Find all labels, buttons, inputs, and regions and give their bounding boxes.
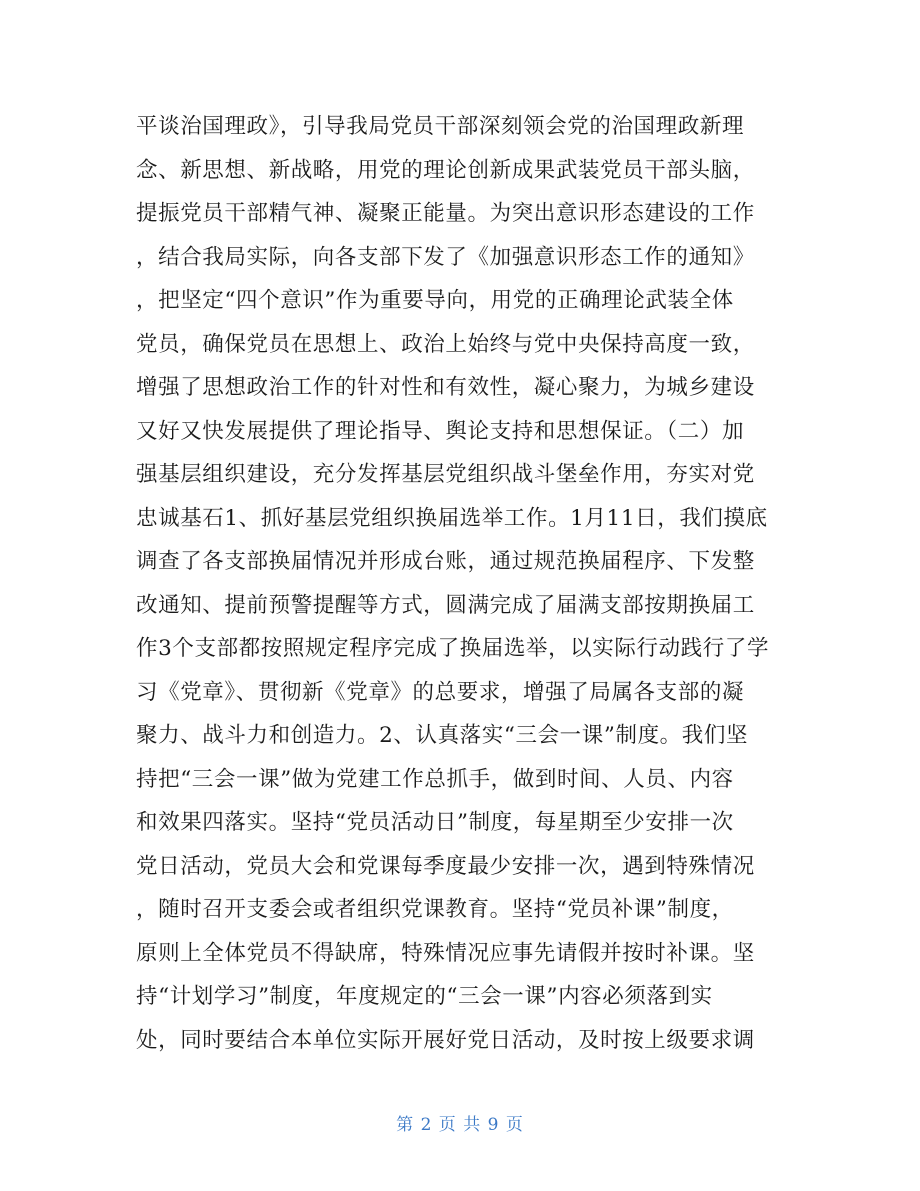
text-line: 念、新思想、新战略，用党的理论创新成果武装党员干部头脑， [136, 158, 755, 183]
text-line: 持把“三会一课”做为党建工作总抓手，做到时间、人员、内容 [136, 767, 734, 792]
text-line: 提振党员干部精气神、凝聚正能量。为突出意识形态建设的工作 [136, 201, 755, 226]
text-line: 作3个支部都按照规定程序完成了换届选举，以实际行动践行了学 [136, 636, 770, 661]
text-line: ，把坚定“四个意识”作为重要导向，用党的正确理论武装全体 [136, 288, 734, 313]
text-line: 增强了思想政治工作的针对性和有效性，凝心聚力，为城乡建设 [136, 375, 755, 400]
text-line: 忠诚基石1、抓好基层党组织换届选举工作。1月11日，我们摸底 [136, 506, 768, 531]
text-line: 习《党章》、贯彻新《党章》的总要求，增强了局属各支部的凝 [136, 680, 745, 705]
text-line: 持“计划学习”制度，年度规定的“三会一课”内容必须落到实 [136, 984, 713, 1009]
text-line: 聚力、战斗力和创造力。2、认真落实“三会一课”制度。我们坚 [136, 723, 749, 748]
text-line: 原则上全体党员不得缺席，特殊情况应事先请假并按时补课。坚 [136, 941, 755, 966]
text-line: 又好又快发展提供了理论指导、舆论支持和思想保证。（二）加 [136, 419, 745, 444]
text-line: 平谈治国理政》，引导我局党员干部深刻领会党的治国理政新理 [136, 114, 745, 139]
text-line: ，结合我局实际，向各支部下发了《加强意识形态工作的通知》 [136, 245, 755, 270]
text-line: 强基层组织建设，充分发挥基层党组织战斗堡垒作用，夯实对党 [136, 462, 755, 487]
text-line: 调查了各支部换届情况并形成台账，通过规范换届程序、下发整 [136, 549, 755, 574]
text-line: 党员，确保党员在思想上、政治上始终与党中央保持高度一致， [136, 332, 755, 357]
text-line: 处，同时要结合本单位实际开展好党日活动，及时按上级要求调 [136, 1028, 755, 1053]
page-number-footer: 第 2 页 共 9 页 [396, 1115, 524, 1135]
text-line: ，随时召开支委会或者组织党课教育。坚持“党员补课”制度， [136, 897, 734, 922]
text-line: 改通知、提前预警提醒等方式，圆满完成了届满支部按期换届工 [136, 593, 755, 618]
text-line: 党日活动，党员大会和党课每季度最少安排一次，遇到特殊情况 [136, 854, 755, 879]
text-line: 和效果四落实。坚持“党员活动日”制度，每星期至少安排一次 [136, 810, 734, 835]
